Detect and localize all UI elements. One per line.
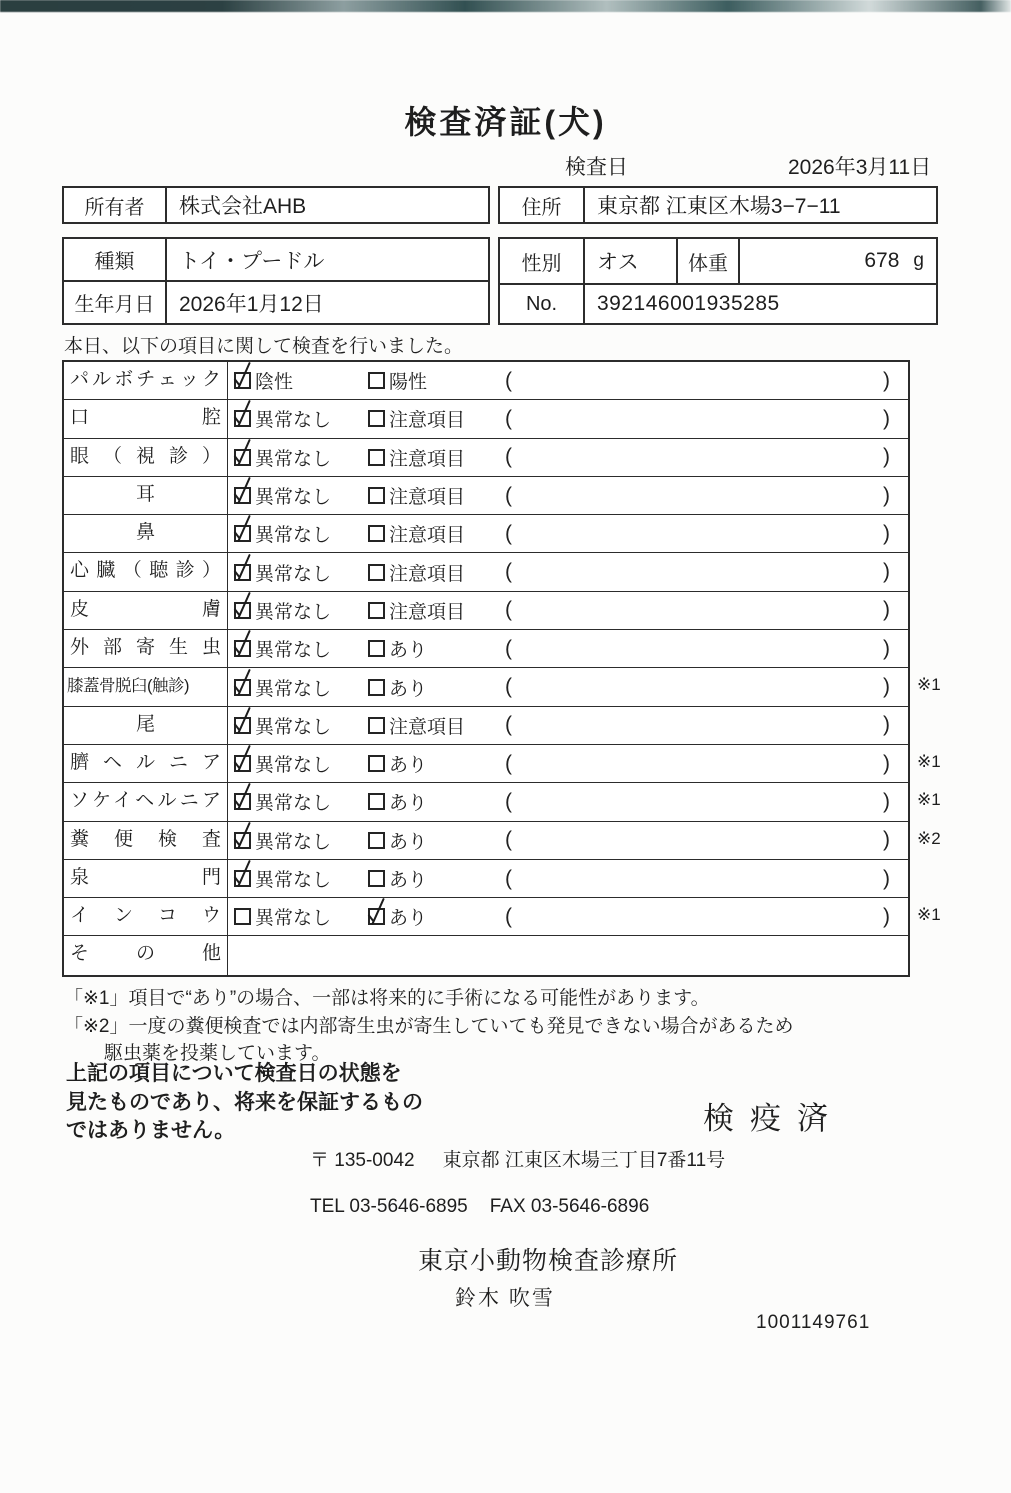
paren-open: ( [505,445,512,469]
clinic-tel-fax [310,1196,649,1218]
owner-box [62,186,490,224]
birthdate-value: 2026年1月12日 [179,292,324,316]
checkbox-icon [234,410,251,427]
address-box [498,186,938,224]
table-row-inguinal-hernia [64,783,941,821]
table-row-mouth [64,400,908,438]
disclaimer-line-2: 見たものであり、将来を保証するもの [66,1090,423,1114]
option-label: 注意項目 [389,716,466,738]
option-label: あり [389,755,428,777]
table-row-parvo [64,362,908,400]
exam-row-content [228,745,908,782]
option-label: 異常なし [255,410,332,432]
result-option-primary [234,630,331,667]
result-option-secondary [368,822,427,859]
option-label: 注意項目 [389,563,466,585]
paren-open: ( [505,866,512,890]
number-value: 392146001935285 [597,292,780,315]
option-label: 陰性 [255,372,294,394]
exam-row-content [228,668,908,705]
checkbox-icon [234,525,251,542]
checkbox-icon [234,908,251,925]
inspection-date-value: 2026年3月11日 [788,156,932,179]
document-code: 1001149761 [756,1312,871,1333]
checkbox-icon [368,908,385,925]
table-row-fontanelle [64,860,908,898]
checkbox-icon [368,679,385,696]
result-option-secondary [368,783,427,820]
option-label: 異常なし [255,487,332,509]
clinic-postal-code: 〒 135-0042 [310,1150,415,1171]
result-option-primary [234,668,331,705]
option-label: あり [389,793,428,815]
option-label: 異常なし [255,448,332,470]
option-label: 異常なし [255,563,332,585]
paren-close: ) [883,483,890,507]
exam-row-content [228,477,908,514]
exam-item-label: ソケイヘルニア [64,783,228,820]
option-label: 異常なし [255,601,332,623]
exam-item-label: 泉門 [64,860,228,897]
sex-label: 性別 [500,239,585,283]
footnote-ref: ※1 [917,675,941,695]
exam-item-label: 耳 [64,477,228,514]
exam-row-content [228,707,908,744]
address-value: 東京都 江東区木場3−7−11 [597,195,841,218]
paren-open: ( [505,560,512,584]
checkbox-icon [234,564,251,581]
paren-open: ( [505,713,512,737]
footnote-1: 「※1」項目で“あり”の場合、一部は将来的に手術になる可能性があります。 [64,988,710,1009]
result-option-secondary [368,515,465,552]
paren-open: ( [505,483,512,507]
footnote-ref: ※1 [917,905,941,925]
option-label: 注意項目 [389,601,466,623]
clinic-postal-address [310,1145,725,1172]
result-option-secondary [368,439,465,476]
exam-row-content [228,783,908,820]
option-label: あり [389,908,428,930]
result-option-secondary [368,477,465,514]
paren-close: ) [883,789,890,813]
exam-row-content [228,439,908,476]
paren-open: ( [505,904,512,928]
exam-row-content [228,515,908,552]
checkbox-icon [368,487,385,504]
exam-row-content [228,898,908,935]
table-row-nose [64,515,908,553]
paren-open: ( [505,368,512,392]
quarantine-stamp: 検疫済 [703,1101,844,1136]
disclaimer-line-1: 上記の項目について検査日の状態を [66,1062,402,1085]
exam-row-content [228,936,908,974]
clinic-address: 東京都 江東区木場三丁目7番11号 [442,1150,726,1171]
exam-row-content [228,553,908,590]
option-label: 異常なし [255,678,332,700]
option-label: 異常なし [255,793,332,815]
option-label: あり [389,640,428,662]
exam-item-label: パルボチェック [64,362,228,399]
weight-value [740,239,936,283]
checkbox-icon [368,640,385,657]
result-option-primary [234,592,331,629]
footnote-ref: ※1 [917,790,941,810]
result-option-primary [234,515,331,552]
table-row-heart [64,553,908,591]
checkbox-icon [368,870,385,887]
result-option-secondary [368,668,427,705]
result-option-secondary [368,630,427,667]
checkbox-icon [234,755,251,772]
checkbox-icon [368,602,385,619]
exam-row-content [228,822,908,859]
result-option-primary [234,400,331,437]
option-label: 異常なし [255,831,332,853]
number-label: No. [500,285,585,323]
checkbox-icon [234,487,251,504]
footnote-2-continued: 駆虫薬を投薬しています。 [104,1043,331,1064]
checkbox-icon [234,679,251,696]
result-option-primary [234,860,331,897]
address-label: 住所 [500,188,585,222]
option-label: あり [389,870,428,891]
checkbox-icon [368,793,385,810]
exam-item-label: 糞便検査 [64,822,228,859]
option-label: 陽性 [389,372,428,394]
paren-close: ) [883,406,890,430]
exam-item-label: 皮膚 [64,592,228,629]
checkbox-icon [234,793,251,810]
breed-row [64,239,488,280]
checkbox-icon [234,832,251,849]
table-row-cryptorchidism [64,898,941,936]
checkbox-icon [234,372,251,389]
table-row-fecal-exam [64,822,941,860]
result-option-primary [234,362,293,399]
paren-close: ) [883,521,890,545]
weight-label: 体重 [678,239,740,283]
paren-open: ( [505,521,512,545]
checkbox-icon [234,640,251,657]
exam-item-label: 口腔 [64,400,228,437]
examination-table [62,360,941,977]
option-label: 異常なし [255,755,332,777]
checkbox-icon [234,870,251,887]
result-option-primary [234,783,331,820]
footnote-ref: ※2 [917,828,941,848]
checkbox-icon [234,449,251,466]
result-option-secondary [368,707,465,744]
exam-row-content [228,860,908,897]
result-option-primary [234,707,331,744]
exam-item-label: インコウ [64,898,228,935]
result-option-primary [234,745,331,782]
number-row [500,283,936,323]
weight-number: 678 [864,249,900,272]
exam-row-content [228,630,908,667]
result-option-secondary [368,553,465,590]
clinic-fax: FAX 03-5646-6896 [489,1196,650,1217]
scan-edge-artifact [0,0,1011,12]
exam-item-label: 眼（視診） [64,439,228,476]
option-label: あり [389,831,428,853]
option-label: 注意項目 [389,525,466,547]
table-row-ectoparasites [64,630,908,668]
result-option-primary [234,822,331,859]
exam-item-label: 心臓（聴診） [64,553,228,590]
paren-close: ) [883,904,890,928]
footnote-2: 「※2」一度の糞便検査では内部寄生虫が寄生していても発見できない場合があるため [64,1016,794,1037]
paren-close: ) [883,828,890,852]
footnote-ref: ※1 [917,751,941,771]
option-label: 異常なし [255,640,332,662]
exam-item-label: 尾 [64,707,228,744]
result-option-secondary [368,400,465,437]
checkbox-icon [368,832,385,849]
checkbox-icon [368,564,385,581]
paren-open: ( [505,675,512,699]
result-option-secondary [368,898,427,935]
paren-open: ( [505,751,512,775]
disclaimer-line-3: ではありません。 [66,1119,236,1142]
exam-item-label: 臍ヘルニア [64,745,228,782]
intro-sentence: 本日、以下の項目に関して検査を行いました。 [64,336,464,357]
table-row-other [64,936,908,974]
table-row-patella [64,668,941,706]
checkbox-icon [234,717,251,734]
exam-row-content [228,362,908,399]
exam-item-label: 膝蓋骨脱臼(触診) [64,668,228,705]
paren-close: ) [883,368,890,392]
birthdate-row [64,280,488,323]
option-label: 注意項目 [389,487,466,509]
result-option-primary [234,439,331,476]
paren-open: ( [505,406,512,430]
checkbox-icon [368,449,385,466]
option-label: あり [389,678,428,700]
paren-close: ) [883,636,890,660]
breed-birth-box [62,237,490,325]
exam-row-content [228,400,908,437]
exam-item-label: その他 [64,936,228,974]
result-option-secondary [368,362,427,399]
clinic-name: 東京小動物検査診療所 [418,1247,679,1275]
paren-close: ) [883,866,890,890]
result-option-primary [234,477,331,514]
owner-value: 株式会社AHB [179,195,307,218]
exam-item-label: 鼻 [64,515,228,552]
paren-close: ) [883,445,890,469]
breed-value: トイ・プードル [179,249,325,273]
clinic-tel: TEL 03-5646-6895 [310,1196,468,1217]
result-option-primary [234,553,331,590]
paren-close: ) [883,598,890,622]
table-row-umbilical-hernia [64,745,941,783]
table-row-tail [64,707,908,745]
checkbox-icon [368,410,385,427]
inspection-date-label: 検査日 [565,156,628,179]
paren-close: ) [883,751,890,775]
exam-row-content [228,592,908,629]
result-option-secondary [368,592,465,629]
option-label: 異常なし [255,716,332,738]
paren-open: ( [505,828,512,852]
sex-weight-row [500,239,936,283]
checkbox-icon [368,525,385,542]
weight-unit: g [913,250,924,271]
result-option-secondary [368,860,427,897]
birthdate-label: 生年月日 [64,282,167,323]
result-option-secondary [368,745,427,782]
veterinarian-name: 鈴木 吹雪 [455,1287,555,1310]
option-label: 異常なし [255,525,332,547]
checkbox-icon [368,755,385,772]
option-label: 異常なし [255,870,332,891]
option-label: 注意項目 [389,448,466,470]
paren-close: ) [883,675,890,699]
checkbox-icon [234,602,251,619]
sex-value: オス [585,239,678,283]
disclaimer-statement [66,1060,423,1146]
owner-label: 所有者 [64,188,167,222]
table-row-skin [64,592,908,630]
option-label: 注意項目 [389,410,466,432]
paren-open: ( [505,598,512,622]
paren-open: ( [505,789,512,813]
checkbox-icon [368,372,385,389]
paren-close: ) [883,560,890,584]
table-row-ears [64,477,908,515]
paren-close: ) [883,713,890,737]
document-title: 検査済証(犬) [404,104,607,140]
paren-open: ( [505,636,512,660]
result-option-primary [234,898,331,935]
checkbox-icon [368,717,385,734]
table-row-eyes [64,439,908,477]
sex-weight-no-box [498,237,938,325]
option-label: 異常なし [255,908,332,930]
exam-item-label: 外部寄生虫 [64,630,228,667]
breed-label: 種類 [64,239,167,280]
